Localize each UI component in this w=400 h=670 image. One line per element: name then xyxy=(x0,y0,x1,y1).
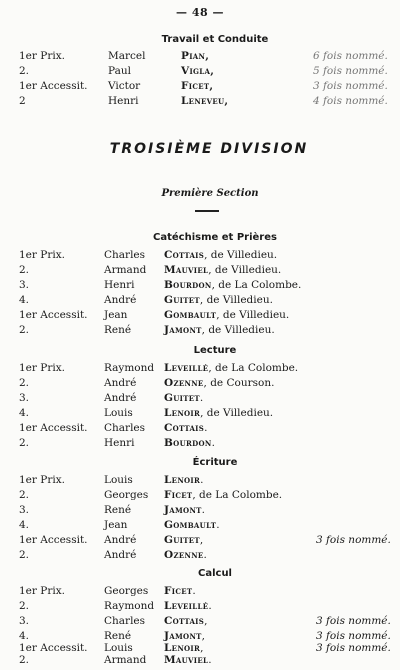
place-text: . xyxy=(192,585,196,597)
rank-label: 2. xyxy=(19,437,30,449)
first-name: Georges xyxy=(104,489,149,501)
first-name: André xyxy=(104,377,137,389)
mention-note: 3 fois nommé. xyxy=(316,630,391,642)
last-name: Leneveu, xyxy=(181,95,229,107)
first-name: Jean xyxy=(104,309,128,321)
list-item xyxy=(0,377,400,391)
place-text: , xyxy=(201,630,205,642)
rank-label: 2. xyxy=(19,377,30,389)
place-text: . xyxy=(208,600,212,612)
last-name: Guitet xyxy=(164,294,200,306)
list-item xyxy=(0,80,400,94)
section-title: Première Section xyxy=(161,188,259,199)
last-name: Jamont xyxy=(164,324,202,336)
rank-label: 2. xyxy=(19,264,30,276)
subsection-heading: Calcul xyxy=(198,568,232,579)
list-item xyxy=(0,324,400,338)
first-name: Charles xyxy=(104,615,146,627)
list-item xyxy=(0,309,400,323)
last-name: Bourdon xyxy=(164,279,212,291)
mention-note: 3 fois nommé. xyxy=(316,615,391,627)
place-text: , xyxy=(200,642,204,654)
last-name: Ozenne xyxy=(164,549,204,561)
last-name: Vigla, xyxy=(181,65,215,77)
place-text: , xyxy=(204,615,208,627)
place-text: . xyxy=(201,504,205,516)
last-name: Jamont xyxy=(164,630,202,642)
last-name: Guitet xyxy=(164,392,200,404)
place-text: , de Villedieu. xyxy=(201,324,275,336)
list-item xyxy=(0,65,400,79)
last-name: Ozenne xyxy=(164,377,204,389)
first-name: Charles xyxy=(104,249,146,261)
last-name: Ficet xyxy=(164,585,193,597)
rank-label: 2. xyxy=(19,549,30,561)
place-text: . xyxy=(211,437,215,449)
last-name: Gombault xyxy=(164,309,217,321)
first-name: Henri xyxy=(104,279,135,291)
last-name: Mauviel xyxy=(164,654,209,666)
last-name: Cottais xyxy=(164,422,205,434)
place-text: . xyxy=(208,654,212,666)
list-item xyxy=(0,249,400,263)
rank-label: 1er Prix. xyxy=(19,249,65,261)
last-name: Cottais xyxy=(164,615,205,627)
rank-label: 1er Accessit. xyxy=(19,642,88,654)
list-item xyxy=(0,279,400,293)
place-text: . xyxy=(203,549,207,561)
last-name: Pian, xyxy=(181,50,210,62)
mention-note: 4 fois nommé. xyxy=(313,95,388,107)
list-item xyxy=(0,422,400,436)
first-name: René xyxy=(104,504,132,516)
first-name: Henri xyxy=(108,95,139,107)
place-text: , de La Colombe. xyxy=(192,489,283,501)
rank-label: 2. xyxy=(19,654,30,666)
first-name: René xyxy=(104,630,132,642)
place-text: , xyxy=(199,534,204,546)
list-item xyxy=(0,392,400,406)
rank-label: 4. xyxy=(19,519,30,531)
list-item xyxy=(0,474,400,488)
rank-label: 1er Accessit. xyxy=(19,422,88,434)
list-item xyxy=(0,615,400,629)
first-name: André xyxy=(104,294,137,306)
first-name: Georges xyxy=(104,585,149,597)
list-item xyxy=(0,549,400,563)
mention-note: 3 fois nommé. xyxy=(316,534,391,546)
last-name: Gombault xyxy=(164,519,217,531)
place-text: . xyxy=(204,422,208,434)
first-name: Louis xyxy=(104,407,133,419)
place-text: , de La Colombe. xyxy=(208,362,299,374)
list-item xyxy=(0,294,400,308)
rank-label: 2 xyxy=(19,95,26,107)
rank-label: 1er Accessit. xyxy=(19,309,88,321)
list-item xyxy=(0,585,400,599)
first-name: André xyxy=(104,549,137,561)
last-name: Cottais xyxy=(164,249,205,261)
rank-label: 3. xyxy=(19,392,30,404)
first-name: Charles xyxy=(104,422,146,434)
first-name: André xyxy=(104,392,137,404)
first-name: Marcel xyxy=(108,50,146,62)
rank-label: 1er Accessit. xyxy=(19,80,88,92)
rank-label: 1er Prix. xyxy=(19,50,65,62)
list-item xyxy=(0,519,400,533)
subsection-heading: Écriture xyxy=(192,457,238,468)
place-text: , de Villedieu. xyxy=(204,249,278,261)
list-item xyxy=(0,654,400,668)
section-heading-travail: Travail et Conduite xyxy=(161,34,269,45)
list-item xyxy=(0,504,400,518)
list-item xyxy=(0,437,400,451)
rank-label: 4. xyxy=(19,294,30,306)
last-name: Ficet, xyxy=(181,80,214,92)
list-item xyxy=(0,600,400,614)
list-item xyxy=(0,264,400,278)
last-name: Ficet xyxy=(164,489,193,501)
last-name: Guitet xyxy=(164,534,200,546)
mention-note: 3 fois nommé. xyxy=(313,80,388,92)
rank-label: 1er Prix. xyxy=(19,362,65,374)
place-text: , de La Colombe. xyxy=(211,279,302,291)
divider-rule xyxy=(195,210,219,212)
list-item xyxy=(0,489,400,503)
first-name: Louis xyxy=(104,642,133,654)
first-name: Armand xyxy=(104,654,147,666)
last-name: Lenoir xyxy=(164,474,201,486)
last-name: Lenoir xyxy=(164,407,201,419)
first-name: Louis xyxy=(104,474,133,486)
rank-label: 3. xyxy=(19,504,30,516)
mention-note: 5 fois nommé. xyxy=(313,65,388,77)
list-item xyxy=(0,50,400,64)
last-name: Lenoir xyxy=(164,642,201,654)
place-text: , de Courson. xyxy=(203,377,275,389)
place-text: . xyxy=(216,519,220,531)
subsection-heading: Lecture xyxy=(193,345,237,356)
rank-label: 1er Prix. xyxy=(19,474,65,486)
division-title: TROISIÈME DIVISION xyxy=(109,141,309,157)
place-text: , de Villedieu. xyxy=(216,309,290,321)
rank-label: 1er Accessit. xyxy=(19,534,88,546)
list-item xyxy=(0,95,400,109)
subsection-heading: Catéchisme et Prières xyxy=(153,232,277,243)
rank-label: 2. xyxy=(19,600,30,612)
rank-label: 2. xyxy=(19,324,30,336)
last-name: Bourdon xyxy=(164,437,212,449)
place-text: , de Villedieu. xyxy=(208,264,282,276)
first-name: André xyxy=(104,534,137,546)
rank-label: 4. xyxy=(19,407,30,419)
first-name: Victor xyxy=(108,80,141,92)
first-name: Raymond xyxy=(104,600,155,612)
page-number: — 48 — xyxy=(176,6,224,19)
place-text: . xyxy=(199,392,204,404)
first-name: Paul xyxy=(108,65,131,77)
mention-note: 6 fois nommé. xyxy=(313,50,388,62)
place-text: , de Villedieu. xyxy=(200,407,274,419)
rank-label: 2. xyxy=(19,489,30,501)
place-text: . xyxy=(200,474,204,486)
last-name: Leveillé xyxy=(164,600,209,612)
first-name: René xyxy=(104,324,132,336)
last-name: Jamont xyxy=(164,504,202,516)
list-item xyxy=(0,407,400,421)
rank-label: 3. xyxy=(19,279,30,291)
last-name: Mauviel xyxy=(164,264,209,276)
first-name: Armand xyxy=(104,264,147,276)
place-text: , de Villedieu. xyxy=(199,294,273,306)
rank-label: 4. xyxy=(19,630,30,642)
first-name: Jean xyxy=(104,519,128,531)
first-name: Raymond xyxy=(104,362,155,374)
list-item xyxy=(0,534,400,548)
last-name: Leveillé xyxy=(164,362,209,374)
first-name: Henri xyxy=(104,437,135,449)
mention-note: 3 fois nommé. xyxy=(316,642,391,654)
rank-label: 3. xyxy=(19,615,30,627)
rank-label: 2. xyxy=(19,65,30,77)
list-item xyxy=(0,362,400,376)
rank-label: 1er Prix. xyxy=(19,585,65,597)
